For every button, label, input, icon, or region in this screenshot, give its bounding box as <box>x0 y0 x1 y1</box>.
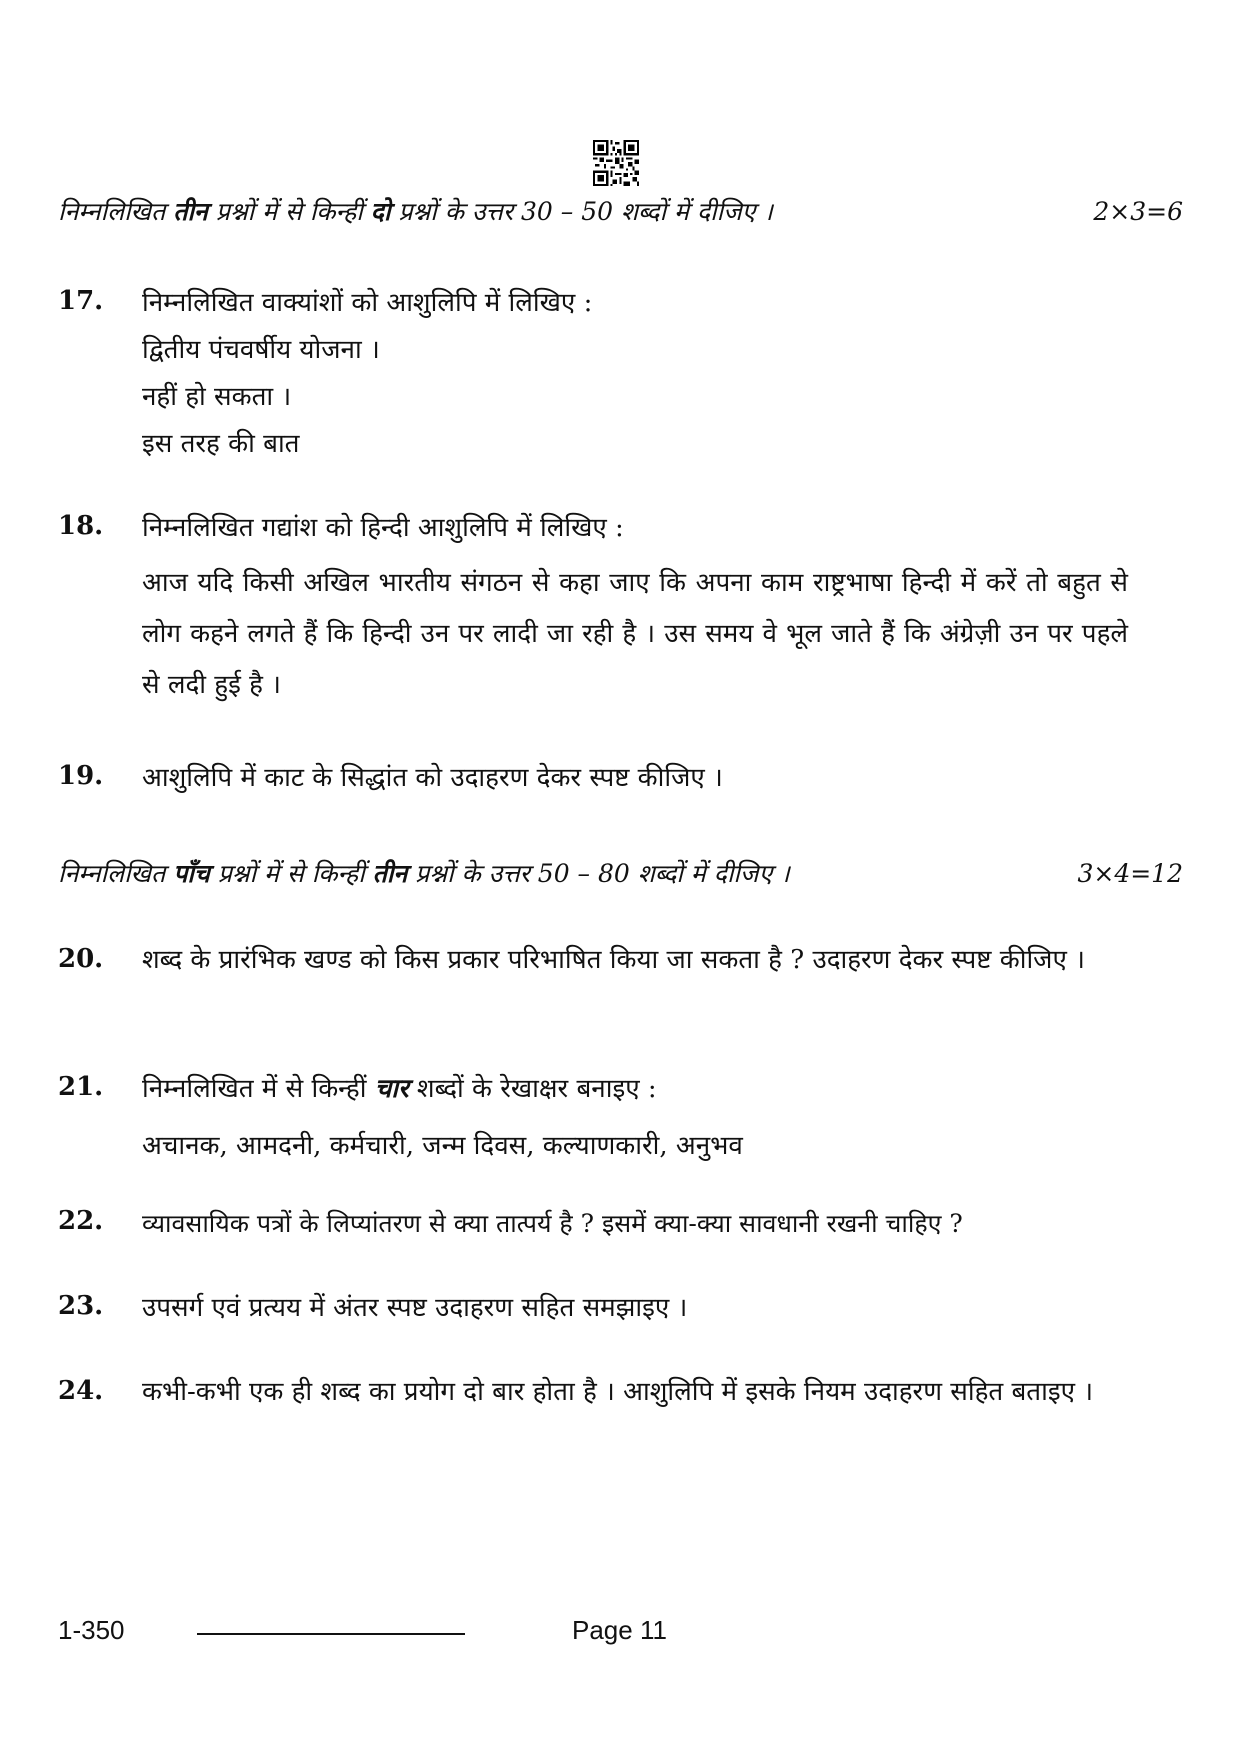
question-number: 17. <box>58 286 104 316</box>
question-text: आशुलिपि में काट के सिद्धांत को उदाहरण देकर स्पष्ट कीजिए । <box>142 763 723 793</box>
question-23 <box>58 1285 1128 1332</box>
phrase-item: द्वितीय पंचवर्षीय योजना । <box>142 335 380 365</box>
question-24 <box>58 1372 1128 1412</box>
section-marks: 3×4=12 <box>1077 859 1183 888</box>
question-text: निम्नलिखित वाक्यांशों को आशुलिपि में लिखिए : <box>142 288 593 318</box>
question-number: 21. <box>58 1072 104 1102</box>
question-text: उपसर्ग एवं प्रत्यय में अंतर स्पष्ट उदाहरण सहित समझाइए । <box>142 1293 688 1323</box>
question-19 <box>58 755 1128 802</box>
word-list: अचानक, आमदनी, कर्मचारी, जन्म दिवस, कल्याणकारी, अनुभव <box>142 1131 743 1161</box>
question-21 <box>58 1066 1128 1170</box>
question-17 <box>58 280 1128 468</box>
question-text: कभी-कभी एक ही शब्द का प्रयोग दो बार होता है । आशुलिपि में इसके नियम उदाहरण सहित बताइए । <box>142 1377 1094 1407</box>
question-text: शब्द के प्रारंभिक खण्ड को किस प्रकार परिभाषित किया जा सकता है ? उदाहरण देकर स्पष्ट कीजिए । <box>142 945 1085 975</box>
section-marks: 2×3=6 <box>1093 197 1183 226</box>
instruction-text: निम्नलिखित पाँच प्रश्नों में से किन्हीं तीन प्रश्नों के उत्तर 50 – 80 शब्दों में दीजिए । <box>58 859 790 888</box>
question-number: 24. <box>58 1376 104 1406</box>
question-20 <box>58 940 1128 980</box>
question-text: निम्नलिखित गद्यांश को हिन्दी आशुलिपि में लिखिए : <box>142 513 624 543</box>
question-number: 23. <box>58 1291 104 1321</box>
instruction-text: निम्नलिखित तीन प्रश्नों में से किन्हीं दो प्रश्नों के उत्तर 30 – 50 शब्दों में दीजिए । <box>58 197 773 226</box>
section-instruction <box>58 194 1183 230</box>
page-number: Page 11 <box>572 1615 667 1645</box>
section-instruction <box>58 856 1183 892</box>
question-text: निम्नलिखित में से किन्हीं चार शब्दों के रेखाक्षर बनाइए : <box>142 1074 657 1104</box>
phrase-item: नहीं हो सकता । <box>142 382 292 412</box>
phrase-item: इस तरह की बात <box>142 429 300 459</box>
question-22 <box>58 1200 1128 1247</box>
question-number: 22. <box>58 1206 104 1236</box>
footer-divider <box>197 1633 465 1635</box>
question-number: 20. <box>58 944 104 974</box>
qr-code <box>593 140 639 186</box>
question-number: 18. <box>58 511 104 541</box>
question-text: व्यावसायिक पत्रों के लिप्यांतरण से क्या तात्पर्य है ? इसमें क्या-क्या सावधानी रखनी चाहिए ? <box>142 1209 963 1238</box>
paper-code: 1-350 <box>58 1615 125 1645</box>
question-number: 19. <box>58 761 104 791</box>
question-18 <box>58 505 1128 711</box>
passage-text: आज यदि किसी अखिल भारतीय संगठन से कहा जाए कि अपना काम राष्ट्रभाषा हिन्दी में करें तो बहुत से लोग कहने लगते हैं कि हिन्दी उन पर लादी जा रही है । उस समय वे भूल जाते हैं कि अंग्रेज़ी उन पर पहले से लदी हुई है । <box>142 568 1128 700</box>
